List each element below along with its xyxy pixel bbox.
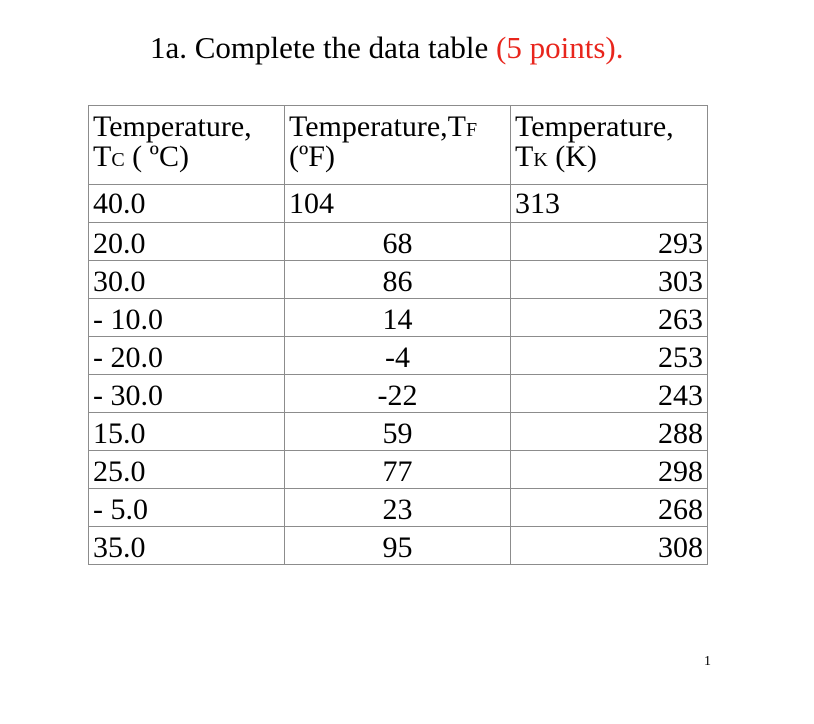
kelvin-cell: 293 bbox=[511, 223, 708, 261]
table-row bbox=[89, 413, 708, 451]
fahrenheit-cell: 104 bbox=[285, 185, 511, 223]
fahrenheit-cell: 68 bbox=[285, 223, 511, 261]
celsius-cell: 25.0 bbox=[89, 451, 285, 489]
header-celsius: Temperature, TC ( ºC) bbox=[89, 106, 285, 185]
table-row bbox=[89, 223, 708, 261]
fahrenheit-cell: 95 bbox=[285, 527, 511, 565]
celsius-cell: 20.0 bbox=[89, 223, 285, 261]
fahrenheit-cell: 77 bbox=[285, 451, 511, 489]
table-row bbox=[89, 261, 708, 299]
fahrenheit-cell: -4 bbox=[285, 337, 511, 375]
celsius-cell: - 5.0 bbox=[89, 489, 285, 527]
celsius-cell: 30.0 bbox=[89, 261, 285, 299]
celsius-cell: - 30.0 bbox=[89, 375, 285, 413]
table-row bbox=[89, 185, 708, 223]
header-fahrenheit: Temperature,TF (ºF) bbox=[285, 106, 511, 185]
table-row bbox=[89, 375, 708, 413]
celsius-cell: 35.0 bbox=[89, 527, 285, 565]
fahrenheit-cell: -22 bbox=[285, 375, 511, 413]
fahrenheit-cell: 86 bbox=[285, 261, 511, 299]
table-row bbox=[89, 489, 708, 527]
points-label: (5 points). bbox=[496, 30, 624, 65]
temperature-data-table bbox=[88, 105, 708, 565]
kelvin-cell: 288 bbox=[511, 413, 708, 451]
page-number: 1 bbox=[704, 654, 711, 669]
table-row bbox=[89, 299, 708, 337]
table-row bbox=[89, 337, 708, 375]
kelvin-cell: 243 bbox=[511, 375, 708, 413]
kelvin-cell: 308 bbox=[511, 527, 708, 565]
celsius-cell: - 20.0 bbox=[89, 337, 285, 375]
celsius-cell: 15.0 bbox=[89, 413, 285, 451]
kelvin-cell: 303 bbox=[511, 261, 708, 299]
kelvin-cell: 268 bbox=[511, 489, 708, 527]
kelvin-cell: 263 bbox=[511, 299, 708, 337]
table-header-row bbox=[89, 106, 708, 185]
header-kelvin: Temperature, TK (K) bbox=[511, 106, 708, 185]
fahrenheit-cell: 59 bbox=[285, 413, 511, 451]
celsius-cell: 40.0 bbox=[89, 185, 285, 223]
fahrenheit-cell: 23 bbox=[285, 489, 511, 527]
table-row bbox=[89, 451, 708, 489]
question-heading bbox=[150, 30, 623, 66]
kelvin-cell: 298 bbox=[511, 451, 708, 489]
question-text: 1a. Complete the data table bbox=[150, 30, 489, 65]
kelvin-cell: 313 bbox=[511, 185, 708, 223]
table-row bbox=[89, 527, 708, 565]
fahrenheit-cell: 14 bbox=[285, 299, 511, 337]
celsius-cell: - 10.0 bbox=[89, 299, 285, 337]
kelvin-cell: 253 bbox=[511, 337, 708, 375]
